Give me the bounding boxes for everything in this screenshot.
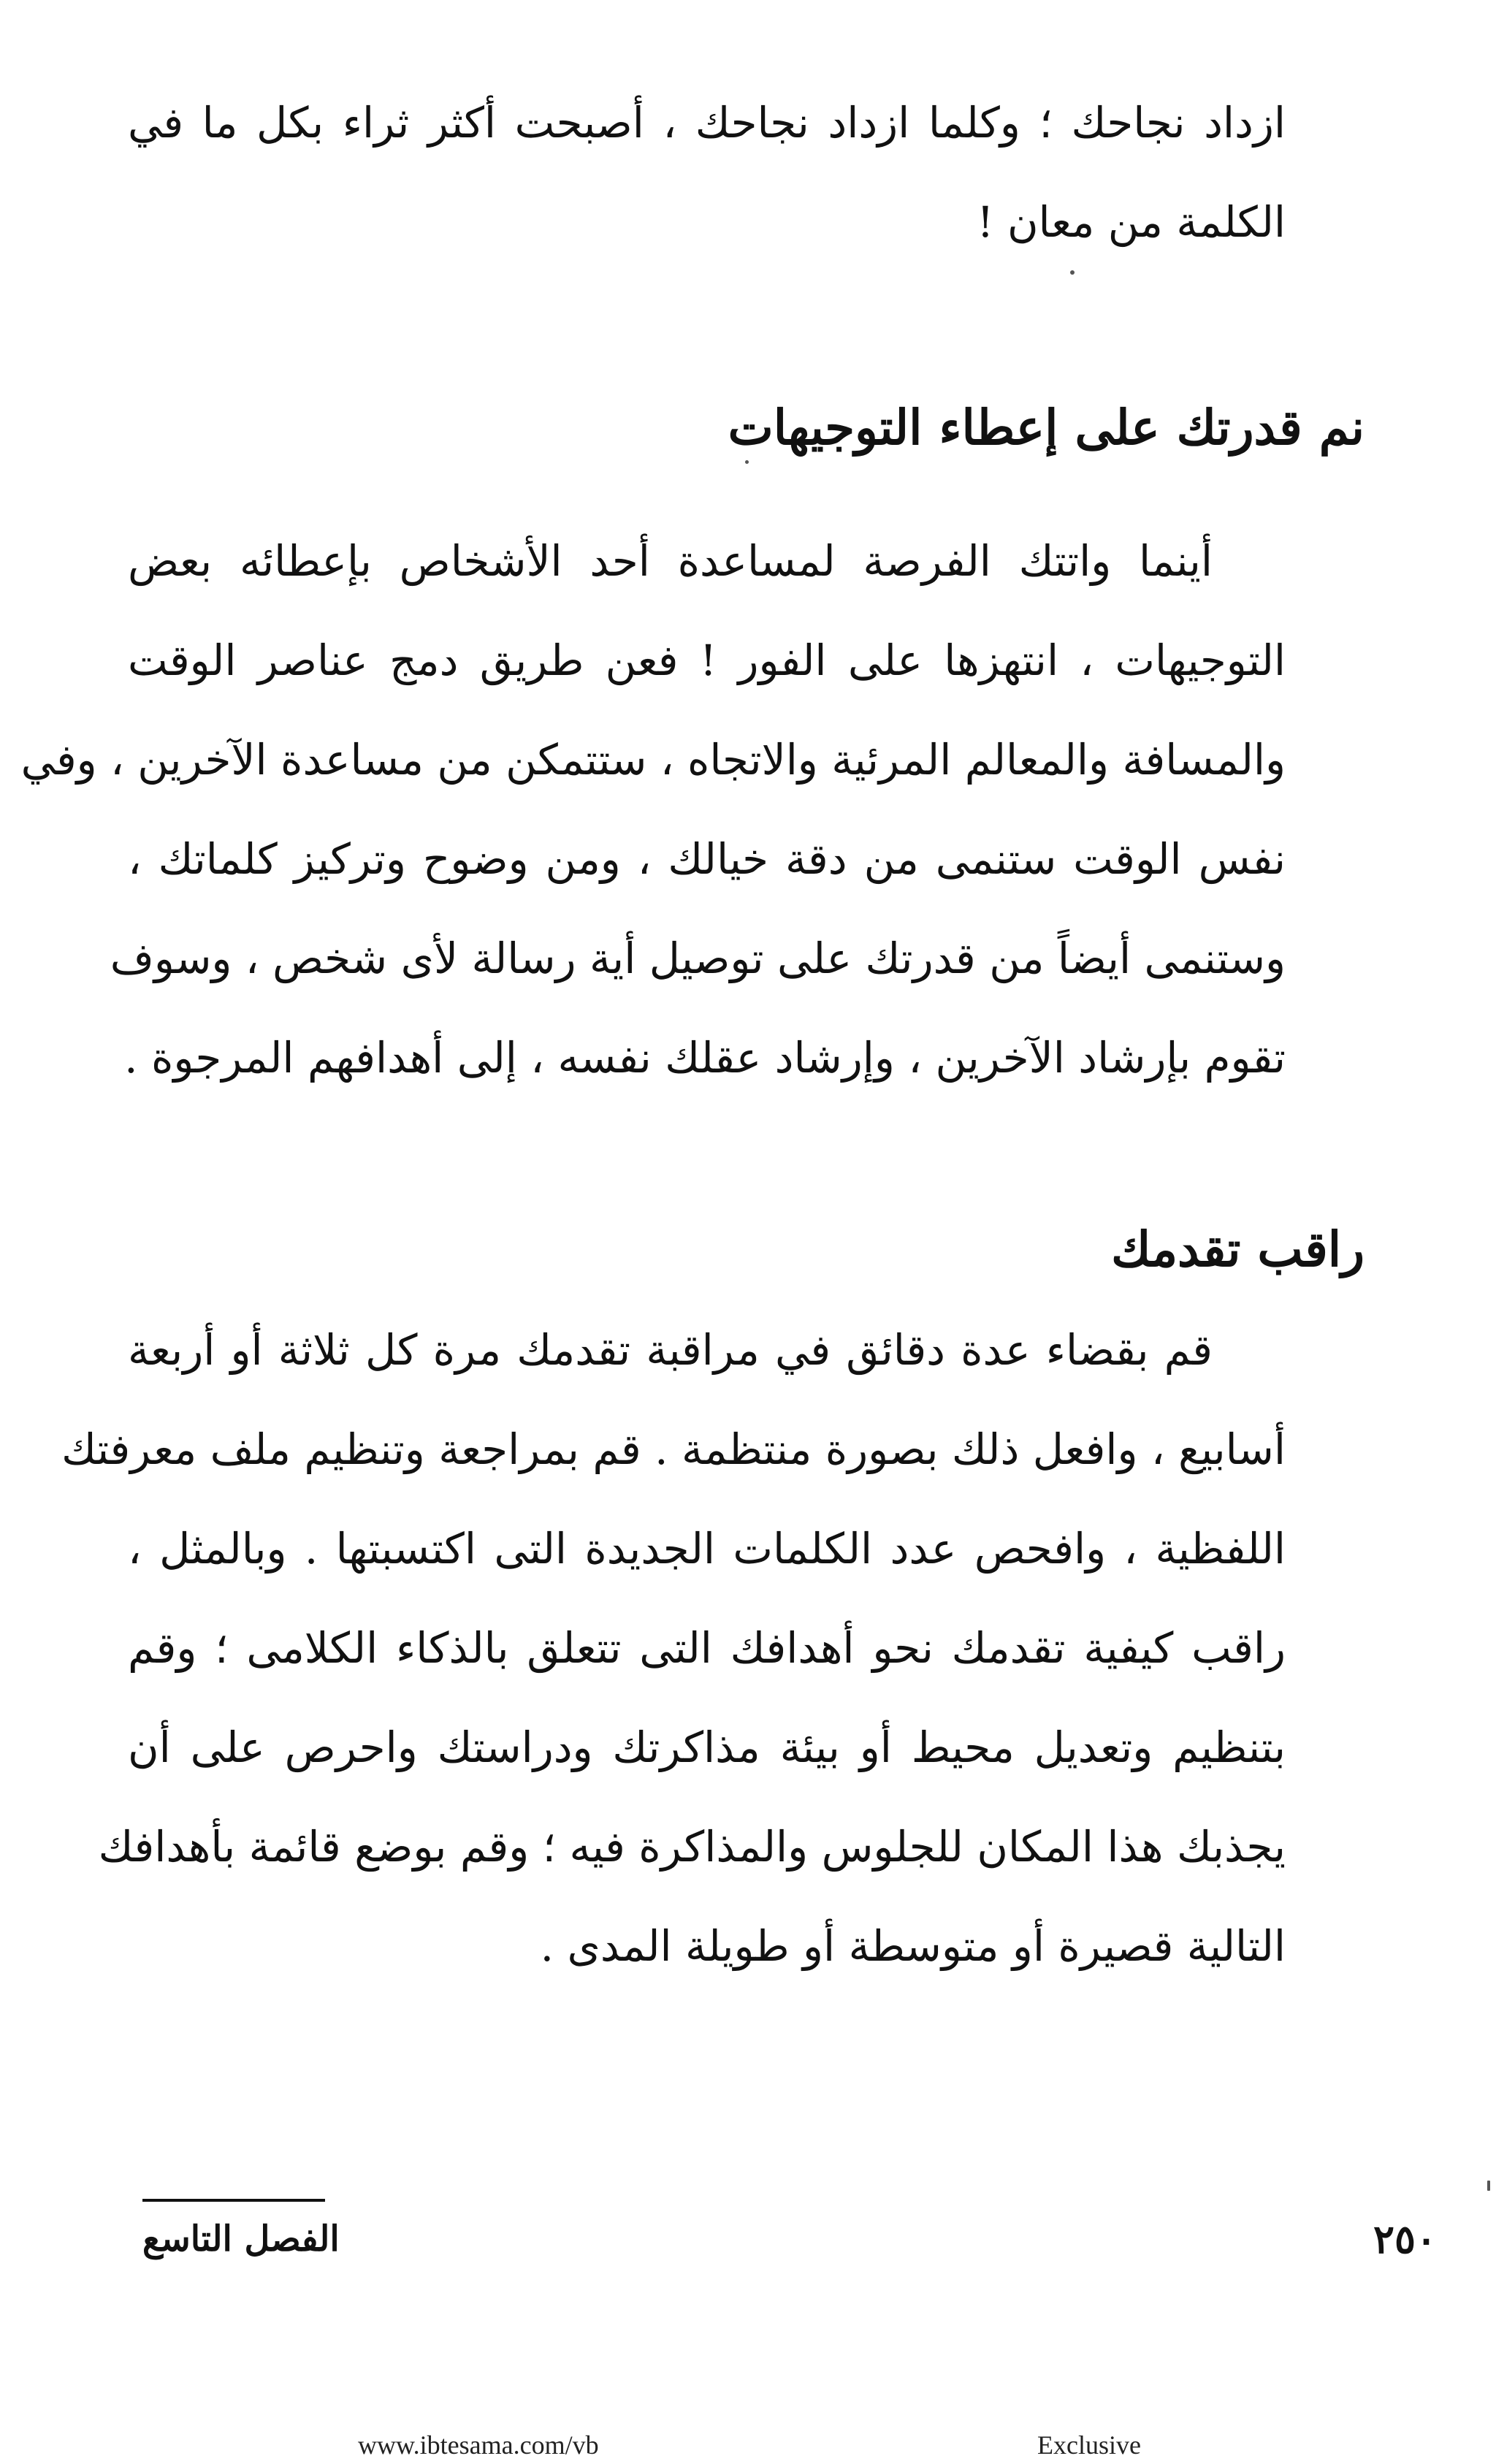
progress-paragraph	[61, 1300, 1286, 1996]
directions-line: نفس الوقت ستنمى من دقة خيالك ، ومن وضوح وتركيز كلماتك ،	[128, 834, 1286, 884]
section-heading-directions: نم قدرتك على إعطاء التوجيهات	[728, 399, 1365, 456]
progress-line: قم بقضاء عدة دقائق في مراقبة تقدمك مرة كل ثلاثة أو أربعة	[128, 1325, 1213, 1375]
scan-speck	[745, 460, 749, 464]
progress-line: أسابيع ، وافعل ذلك بصورة منتظمة . قم بمراجعة وتنظيم ملف معرفتك	[61, 1424, 1286, 1474]
directions-line: تقوم بإرشاد الآخرين ، وإرشاد عقلك نفسه ، إلى أهدافهم المرجوة .	[124, 1033, 1286, 1083]
footer-chapter-title: الفصل التاسع	[142, 2219, 340, 2259]
directions-paragraph	[20, 511, 1286, 1107]
intro-paragraph	[128, 73, 1286, 272]
progress-line: راقب كيفية تقدمك نحو أهدافك التى تتعلق بالذكاء الكلامى ؛ وقم	[128, 1623, 1286, 1673]
scan-speck	[1487, 2181, 1490, 2191]
page-number: ٢٥٠	[1373, 2216, 1438, 2262]
directions-line: التوجيهات ، انتهزها على الفور ! فعن طريق دمج عناصر الوقت	[128, 636, 1286, 685]
progress-line: يجذبك هذا المكان للجلوس والمذاكرة فيه ؛ وقم بوضع قائمة بأهدافك	[98, 1822, 1286, 1872]
section-heading-progress: راقب تقدمك	[1111, 1221, 1365, 1278]
intro-line: الكلمة من معان !	[977, 197, 1286, 247]
directions-line: والمسافة والمعالم المرئية والاتجاه ، ستتمكن من مساعدة الآخرين ، وفي	[20, 735, 1286, 785]
directions-line: أينما واتتك الفرصة لمساعدة أحد الأشخاص بإعطائه بعض	[128, 536, 1213, 586]
intro-line: ازداد نجاحك ؛ وكلما ازداد نجاحك ، أصبحت أكثر ثراء بكل ما في	[128, 98, 1286, 148]
directions-line: وستنمى أيضاً من قدرتك على توصيل أية رسالة لأى شخص ، وسوف	[110, 934, 1286, 983]
progress-line: بتنظيم وتعديل محيط أو بيئة مذاكرتك ودراستك واحرص على أن	[128, 1723, 1286, 1772]
scan-speck	[1070, 270, 1075, 275]
footer-rule	[142, 2199, 325, 2202]
watermark-label: Exclusive	[1037, 2430, 1141, 2460]
watermark-url: www.ibtesama.com/vb	[358, 2430, 599, 2460]
progress-line: التالية قصيرة أو متوسطة أو طويلة المدى .	[540, 1921, 1286, 1971]
progress-line: اللفظية ، وافحص عدد الكلمات الجديدة التى اكتسبتها . وبالمثل ،	[128, 1524, 1286, 1574]
